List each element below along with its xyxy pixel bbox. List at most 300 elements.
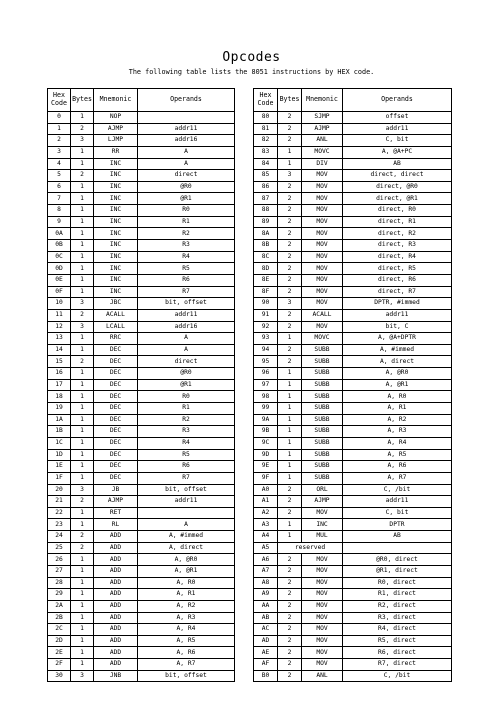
table-row (254, 368, 452, 380)
table-row (48, 403, 235, 415)
cell-bytes: 1 (71, 612, 94, 624)
cell-operands: R3 (138, 426, 235, 438)
cell-hex-code: 3 (48, 146, 71, 158)
cell-mnemonic: DEC (94, 344, 138, 356)
table-row (48, 251, 235, 263)
cell-operands: A, R6 (138, 647, 235, 659)
cell-mnemonic: DEC (94, 368, 138, 380)
table-row (254, 612, 452, 624)
table-row (254, 635, 452, 647)
cell-mnemonic: SUBB (302, 356, 343, 368)
cell-mnemonic: MOV (302, 274, 343, 286)
cell-bytes: 2 (71, 356, 94, 368)
cell-bytes: 2 (278, 356, 302, 368)
cell-hex-code: 9D (254, 449, 278, 461)
cell-operands: direct, direct (343, 170, 452, 182)
table-row (254, 356, 452, 368)
table-row (48, 612, 235, 624)
cell-operands: direct (138, 170, 235, 182)
cell-bytes: 3 (71, 135, 94, 147)
cell-bytes: 2 (71, 309, 94, 321)
cell-mnemonic: MUL (302, 531, 343, 543)
cell-mnemonic: INC (94, 263, 138, 275)
cell-operands: A, @R1 (343, 379, 452, 391)
cell-hex-code: 2D (48, 635, 71, 647)
cell-mnemonic: ADD (94, 554, 138, 566)
cell-operands: addr16 (138, 135, 235, 147)
cell-operands: direct, R4 (343, 251, 452, 263)
table-row (48, 181, 235, 193)
cell-operands: R7 (138, 472, 235, 484)
table-row (254, 647, 452, 659)
cell-hex-code: 89 (254, 216, 278, 228)
table-row (48, 635, 235, 647)
table-row (254, 228, 452, 240)
cell-bytes: 1 (71, 181, 94, 193)
cell-operands: A (138, 158, 235, 170)
cell-hex-code: 23 (48, 519, 71, 531)
cell-bytes: 1 (71, 286, 94, 298)
table-row (48, 309, 235, 321)
cell-bytes: 1 (71, 240, 94, 252)
table-row (48, 670, 235, 682)
cell-bytes: 1 (71, 158, 94, 170)
cell-bytes: 3 (278, 170, 302, 182)
cell-bytes: 3 (71, 321, 94, 333)
cell-bytes: 1 (71, 333, 94, 345)
cell-mnemonic: LJMP (94, 135, 138, 147)
cell-mnemonic: SUBB (302, 437, 343, 449)
cell-bytes: 1 (71, 449, 94, 461)
page-title: Opcodes (222, 50, 281, 65)
cell-mnemonic: LCALL (94, 321, 138, 333)
cell-mnemonic: DEC (94, 403, 138, 415)
cell-mnemonic: MOV (302, 228, 343, 240)
table-row (254, 519, 452, 531)
cell-hex-code: 91 (254, 309, 278, 321)
table-row (254, 496, 452, 508)
table-row (254, 577, 452, 589)
cell-operands: addr11 (138, 123, 235, 135)
cell-mnemonic: MOV (302, 193, 343, 205)
table-row (254, 123, 452, 135)
cell-hex-code: A3 (254, 519, 278, 531)
cell-operands: bit, offset (138, 484, 235, 496)
cell-hex-code: 8D (254, 263, 278, 275)
table-row (48, 600, 235, 612)
cell-operands: A, R7 (343, 472, 452, 484)
cell-operands: C, /bit (343, 670, 452, 682)
cell-bytes: 1 (71, 379, 94, 391)
cell-hex-code: 99 (254, 403, 278, 415)
cell-mnemonic: INC (94, 158, 138, 170)
cell-hex-code: 8B (254, 240, 278, 252)
table-row (48, 496, 235, 508)
cell-operands: A, #immed (138, 531, 235, 543)
cell-mnemonic: SUBB (302, 403, 343, 415)
cell-hex-code: 18 (48, 391, 71, 403)
cell-mnemonic: DEC (94, 356, 138, 368)
cell-mnemonic: MOV (302, 659, 343, 671)
cell-hex-code: AE (254, 647, 278, 659)
cell-bytes: 2 (278, 565, 302, 577)
opcode-table-right (253, 88, 452, 682)
cell-operands: @R0 (138, 368, 235, 380)
cell-hex-code: 8C (254, 251, 278, 263)
cell-mnemonic: MOV (302, 589, 343, 601)
table-row (48, 437, 235, 449)
cell-hex-code: 8E (254, 274, 278, 286)
cell-operands: R0 (138, 205, 235, 217)
cell-hex-code: 1A (48, 414, 71, 426)
cell-operands: A, @R1 (138, 565, 235, 577)
cell-hex-code: 84 (254, 158, 278, 170)
cell-operands: R6 (138, 274, 235, 286)
cell-mnemonic: MOV (302, 577, 343, 589)
cell-mnemonic: ACALL (302, 309, 343, 321)
cell-operands: R2, direct (343, 600, 452, 612)
cell-operands: C, /bit (343, 484, 452, 496)
cell-operands: addr11 (343, 123, 452, 135)
cell-bytes: 1 (71, 426, 94, 438)
cell-mnemonic: MOV (302, 251, 343, 263)
cell-bytes: 1 (278, 158, 302, 170)
table-row (254, 240, 452, 252)
cell-operands: A, R0 (343, 391, 452, 403)
table-row (254, 193, 452, 205)
cell-operands: A, R1 (343, 403, 452, 415)
cell-hex-code: 90 (254, 298, 278, 310)
table-row (48, 519, 235, 531)
table-row (254, 170, 452, 182)
cell-operands: direct (138, 356, 235, 368)
cell-hex-code: A8 (254, 577, 278, 589)
table-row (254, 379, 452, 391)
cell-bytes: 2 (278, 216, 302, 228)
cell-hex-code: 1E (48, 461, 71, 473)
cell-mnemonic: MOV (302, 240, 343, 252)
cell-bytes: 2 (278, 577, 302, 589)
table-row (48, 507, 235, 519)
cell-hex-code: 0F (48, 286, 71, 298)
table-row (254, 274, 452, 286)
opcode-table-left (47, 88, 235, 682)
table-row (48, 193, 235, 205)
cell-bytes: 2 (278, 507, 302, 519)
cell-bytes: 2 (71, 123, 94, 135)
cell-operands: A, R4 (343, 437, 452, 449)
table-row (254, 135, 452, 147)
table-row (48, 146, 235, 158)
cell-mnemonic: AJMP (302, 123, 343, 135)
cell-operands: addr11 (138, 309, 235, 321)
cell-hex-code: 8F (254, 286, 278, 298)
cell-bytes: 1 (278, 368, 302, 380)
table-row (254, 205, 452, 217)
cell-bytes: 2 (278, 321, 302, 333)
table-row (48, 170, 235, 182)
cell-operands: A, direct (138, 542, 235, 554)
cell-operands: R5, direct (343, 635, 452, 647)
cell-hex-code: 80 (254, 112, 278, 124)
cell-bytes: 1 (71, 472, 94, 484)
cell-mnemonic: MOV (302, 216, 343, 228)
table-row (48, 659, 235, 671)
cell-bytes: 1 (71, 205, 94, 217)
cell-operands: bit, C (343, 321, 452, 333)
cell-hex-code: 19 (48, 403, 71, 415)
cell-hex-code: 21 (48, 496, 71, 508)
cell-mnemonic: INC (94, 228, 138, 240)
cell-mnemonic: MOVC (302, 333, 343, 345)
cell-bytes: 1 (71, 461, 94, 473)
table-row (254, 531, 452, 543)
table-row (48, 379, 235, 391)
cell-operands: R0, direct (343, 577, 452, 589)
table-row (254, 263, 452, 275)
cell-bytes: 2 (71, 170, 94, 182)
cell-hex-code: 83 (254, 146, 278, 158)
cell-operands: addr11 (343, 309, 452, 321)
cell-mnemonic: AJMP (94, 123, 138, 135)
cell-hex-code: 92 (254, 321, 278, 333)
cell-operands: addr16 (138, 321, 235, 333)
header-hex-code: Hex Code (254, 89, 278, 112)
cell-operands: A, R6 (343, 461, 452, 473)
table-row (48, 472, 235, 484)
cell-operands: R4 (138, 251, 235, 263)
header-hex-code: Hex Code (48, 89, 71, 112)
table-row (48, 426, 235, 438)
cell-mnemonic: MOV (302, 263, 343, 275)
cell-mnemonic: MOV (302, 170, 343, 182)
cell-hex-code: A6 (254, 554, 278, 566)
cell-mnemonic: INC (302, 519, 343, 531)
table-row (254, 414, 452, 426)
cell-mnemonic: INC (94, 286, 138, 298)
cell-hex-code: 9A (254, 414, 278, 426)
cell-operands: direct, R2 (343, 228, 452, 240)
cell-operands: A, R3 (343, 426, 452, 438)
cell-operands: A, R1 (138, 589, 235, 601)
cell-mnemonic: INC (94, 251, 138, 263)
cell-operands: R2 (138, 228, 235, 240)
cell-mnemonic: JB (94, 484, 138, 496)
cell-hex-code: 0C (48, 251, 71, 263)
cell-hex-code: A5 (254, 542, 278, 554)
cell-mnemonic: MOV (302, 565, 343, 577)
cell-hex-code: 97 (254, 379, 278, 391)
cell-bytes: 2 (278, 635, 302, 647)
cell-hex-code: 25 (48, 542, 71, 554)
cell-operands: bit, offset (138, 298, 235, 310)
table-row (254, 565, 452, 577)
cell-hex-code: 95 (254, 356, 278, 368)
cell-operands: A, direct (343, 356, 452, 368)
cell-operands: @R1 (138, 193, 235, 205)
cell-hex-code: 2B (48, 612, 71, 624)
header-mnemonic: Mnemonic (94, 89, 138, 112)
cell-hex-code: 15 (48, 356, 71, 368)
cell-hex-code: B0 (254, 670, 278, 682)
cell-operands: R0 (138, 391, 235, 403)
cell-mnemonic: MOV (302, 624, 343, 636)
cell-operands: A, R3 (138, 612, 235, 624)
cell-mnemonic: JNB (94, 670, 138, 682)
cell-mnemonic: SJMP (302, 112, 343, 124)
cell-operands: A, @R0 (138, 554, 235, 566)
table-row (48, 321, 235, 333)
cell-mnemonic: ANL (302, 670, 343, 682)
cell-hex-code: 14 (48, 344, 71, 356)
cell-bytes: 2 (278, 554, 302, 566)
cell-operands: R3 (138, 240, 235, 252)
cell-bytes: 1 (278, 333, 302, 345)
cell-hex-code: 1F (48, 472, 71, 484)
cell-bytes: 1 (71, 565, 94, 577)
cell-hex-code: A7 (254, 565, 278, 577)
cell-operands: @R1 (138, 379, 235, 391)
cell-hex-code: A4 (254, 531, 278, 543)
cell-bytes: 2 (71, 496, 94, 508)
cell-operands: AB (343, 531, 452, 543)
cell-bytes: 1 (71, 368, 94, 380)
table-row (48, 123, 235, 135)
cell-hex-code: 11 (48, 309, 71, 321)
cell-mnemonic: ADD (94, 577, 138, 589)
table-row (254, 472, 452, 484)
cell-mnemonic: JBC (94, 298, 138, 310)
cell-hex-code: 2A (48, 600, 71, 612)
cell-hex-code: 9 (48, 216, 71, 228)
cell-mnemonic: ADD (94, 589, 138, 601)
table-row (254, 600, 452, 612)
table-row (254, 181, 452, 193)
cell-bytes: 3 (71, 670, 94, 682)
cell-hex-code: A2 (254, 507, 278, 519)
cell-mnemonic: DEC (94, 461, 138, 473)
cell-bytes: 2 (278, 647, 302, 659)
cell-mnemonic: RET (94, 507, 138, 519)
cell-bytes: 1 (278, 379, 302, 391)
cell-bytes: 1 (71, 216, 94, 228)
cell-operands: R6, direct (343, 647, 452, 659)
cell-hex-code: 8 (48, 205, 71, 217)
table-row (48, 624, 235, 636)
cell-mnemonic: ADD (94, 542, 138, 554)
page-subtitle: The following table lists the 8051 instructions by HEX code. (128, 68, 375, 76)
table-row (48, 565, 235, 577)
cell-hex-code: 2F (48, 659, 71, 671)
cell-operands: A, @A+DPTR (343, 333, 452, 345)
cell-operands: A (138, 519, 235, 531)
cell-hex-code: 30 (48, 670, 71, 682)
cell-hex-code: 27 (48, 565, 71, 577)
cell-reserved: reserved (278, 542, 343, 554)
cell-bytes: 2 (278, 274, 302, 286)
table-row (254, 484, 452, 496)
cell-operands: R5 (138, 449, 235, 461)
cell-hex-code: 2C (48, 624, 71, 636)
cell-mnemonic: DEC (94, 437, 138, 449)
cell-bytes: 1 (278, 531, 302, 543)
cell-hex-code: 0B (48, 240, 71, 252)
cell-mnemonic: MOV (302, 635, 343, 647)
cell-mnemonic: ADD (94, 659, 138, 671)
cell-bytes: 1 (278, 519, 302, 531)
cell-bytes: 3 (71, 484, 94, 496)
cell-mnemonic: ADD (94, 624, 138, 636)
table-row (254, 461, 452, 473)
cell-mnemonic: SUBB (302, 461, 343, 473)
cell-mnemonic: INC (94, 274, 138, 286)
cell-mnemonic: MOV (302, 321, 343, 333)
cell-hex-code: 13 (48, 333, 71, 345)
cell-hex-code: 94 (254, 344, 278, 356)
cell-hex-code: 88 (254, 205, 278, 217)
cell-hex-code: 0D (48, 263, 71, 275)
cell-hex-code: 96 (254, 368, 278, 380)
table-row (48, 368, 235, 380)
cell-operands: R7, direct (343, 659, 452, 671)
cell-hex-code: 9B (254, 426, 278, 438)
cell-bytes: 1 (278, 403, 302, 415)
cell-bytes: 2 (278, 181, 302, 193)
cell-bytes: 1 (278, 391, 302, 403)
table-row (48, 554, 235, 566)
cell-mnemonic: INC (94, 240, 138, 252)
cell-bytes: 1 (71, 146, 94, 158)
table-header-row (254, 89, 452, 112)
cell-bytes: 1 (71, 228, 94, 240)
table-row (254, 670, 452, 682)
cell-mnemonic: DEC (94, 449, 138, 461)
cell-bytes: 1 (71, 403, 94, 415)
cell-mnemonic: ORL (302, 484, 343, 496)
table-row (254, 391, 452, 403)
cell-operands: A, R5 (343, 449, 452, 461)
table-row (254, 624, 452, 636)
cell-bytes: 1 (278, 449, 302, 461)
cell-bytes: 1 (71, 274, 94, 286)
cell-mnemonic: MOV (302, 205, 343, 217)
cell-bytes: 2 (278, 624, 302, 636)
table-row (254, 216, 452, 228)
cell-bytes: 2 (278, 205, 302, 217)
table-row (254, 437, 452, 449)
table-row (48, 531, 235, 543)
table-row (48, 589, 235, 601)
cell-operands: addr11 (343, 496, 452, 508)
table-row (254, 589, 452, 601)
table-row (48, 356, 235, 368)
cell-hex-code: 1D (48, 449, 71, 461)
table-row (48, 205, 235, 217)
cell-mnemonic: MOV (302, 181, 343, 193)
cell-bytes: 2 (278, 263, 302, 275)
table-row (48, 135, 235, 147)
cell-operands: direct, R6 (343, 274, 452, 286)
cell-operands: direct, R0 (343, 205, 452, 217)
cell-operands: addr11 (138, 496, 235, 508)
cell-mnemonic: AJMP (94, 496, 138, 508)
cell-operands: A, R5 (138, 635, 235, 647)
cell-bytes: 3 (71, 298, 94, 310)
cell-hex-code: 81 (254, 123, 278, 135)
cell-operands: R6 (138, 461, 235, 473)
table-row (254, 309, 452, 321)
cell-bytes: 1 (71, 519, 94, 531)
